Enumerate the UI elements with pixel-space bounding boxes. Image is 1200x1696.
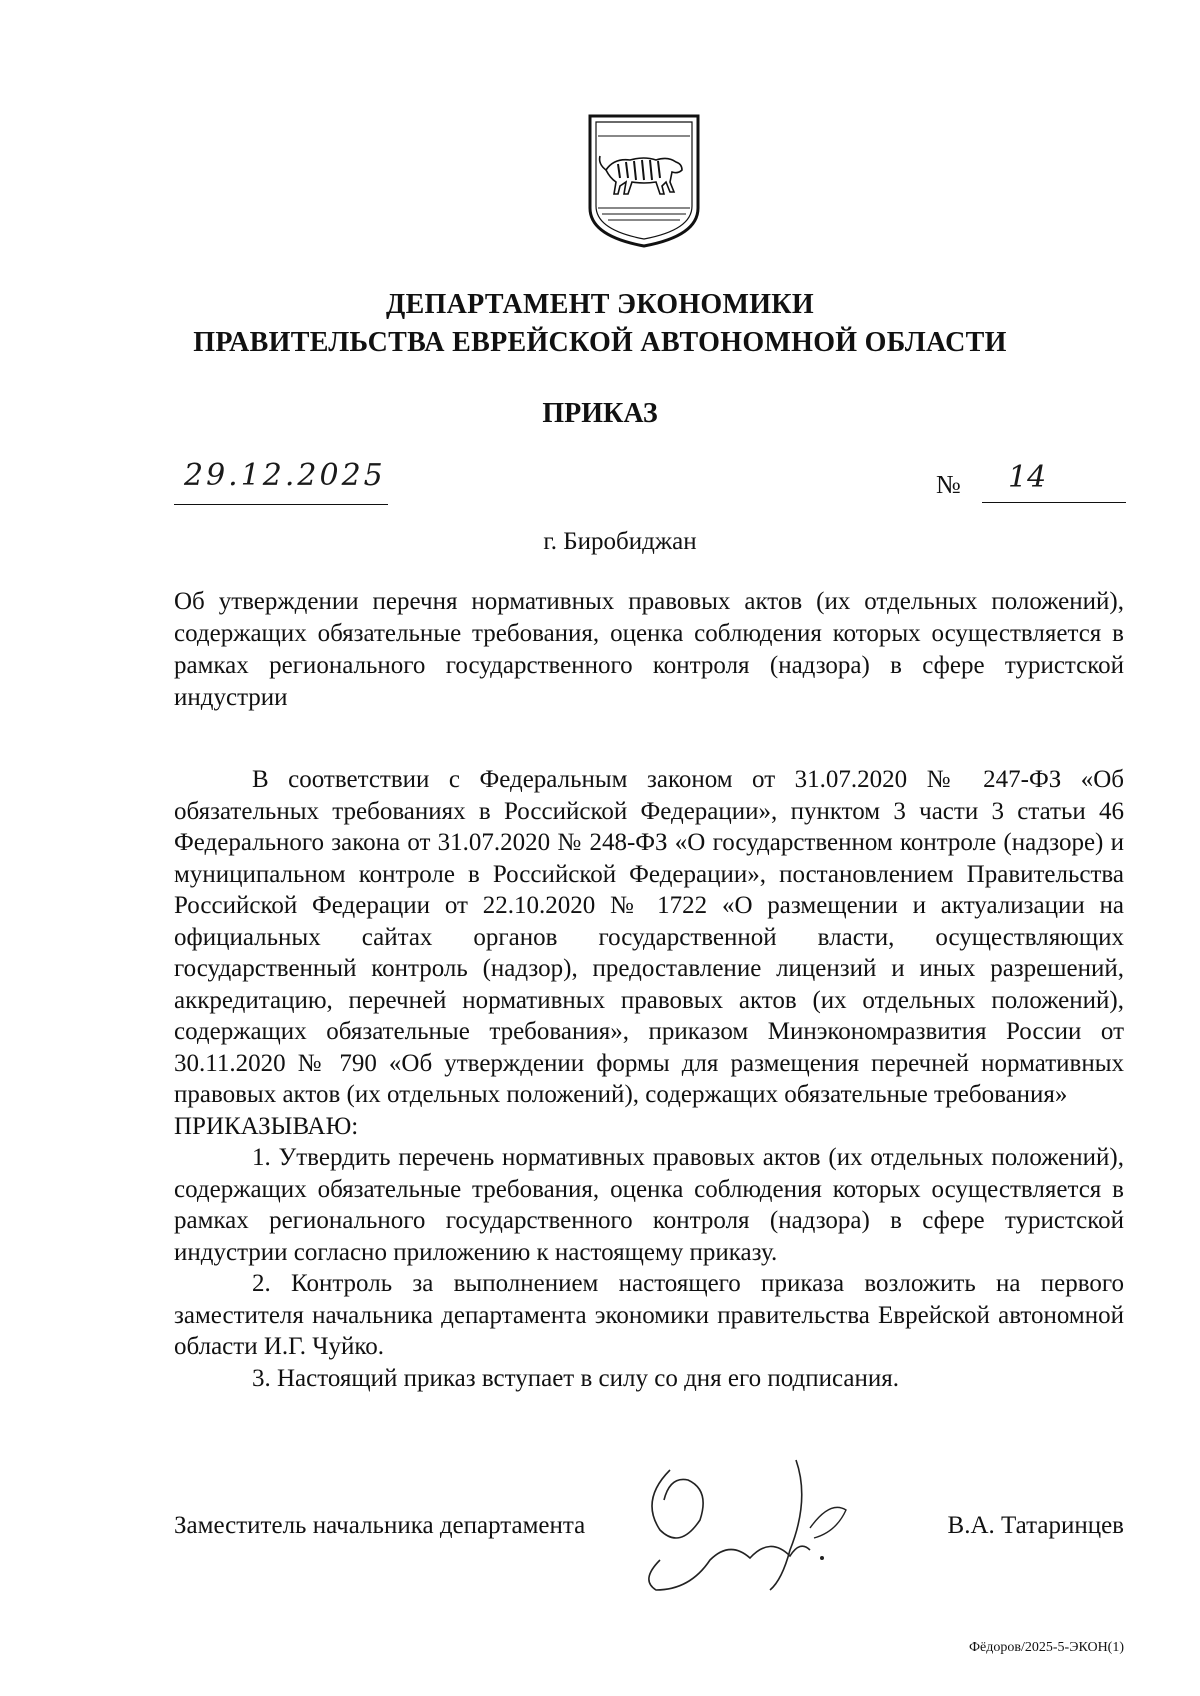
number-field	[936, 458, 1126, 504]
order-item-2: 2. Контроль за выполнением настоящего приказа возложить на первого заместителя начальника департамента экономики правительства Еврейской автономной области И.Г. Чуйко.	[174, 1270, 1124, 1360]
order-subject: Об утверждении перечня нормативных правовых актов (их отдельных положений), содержащих обязательные требования, оценка соблюдения которых осуществляется в рамках регионального государственного контроля (надзора) в сфере туристской индустрии	[174, 588, 1124, 711]
header-line-1: ДЕПАРТАМЕНТ ЭКОНОМИКИ	[386, 289, 814, 320]
order-directive: ПРИКАЗЫВАЮ:	[174, 1112, 359, 1140]
preamble-paragraph: В соответствии с Федеральным законом от 31.07.2020 № 247-ФЗ «Об обязательных требованиях в Российской Федерации», пунктом 3 части 3 статьи 46 Федерального закона от 31.07.2020 № 248-ФЗ «О государственном контроле (надзоре) и муниципальном контроле в Российской Федерации», постановлением Правительства Российской Федерации от 22.10.2020 № 1722 «О размещении и актуализации на официальных сайтах органов государственной власти, осуществляющих государственный контроль (надзор), предоставление лицензий и иных разрешений, аккредитацию, перечней нормативных правовых актов (их отдельных положений), содержащих обязательные требования», приказом Минэкономразвития России от 30.11.2020 № 790 «Об утверждении формы для размещения перечней нормативных правовых актов (их отдельных положений), содержащих обязательные требования»	[174, 766, 1124, 1108]
header-line-2: ПРАВИТЕЛЬСТВА ЕВРЕЙСКОЙ АВТОНОМНОЙ ОБЛАСТИ	[193, 327, 1007, 358]
signature-row	[174, 1512, 1124, 1552]
document-type-title: ПРИКАЗ	[542, 398, 658, 429]
handwritten-number: 14	[1008, 460, 1047, 495]
order-item-1: 1. Утвердить перечень нормативных правовых актов (их отдельных положений), содержащих обязательные требования, оценка соблюдения которых осуществляется в рамках регионального государственного контроля (надзора) в сфере туристской индустрии согласно приложению к настоящему приказу.	[174, 1144, 1124, 1266]
document-registration-code: Фёдоров/2025-5-ЭКОН(1)	[969, 1640, 1124, 1655]
date-field	[174, 458, 388, 505]
tiger-icon	[600, 156, 682, 194]
handwritten-date: 29.12.2025	[184, 458, 386, 493]
number-underline	[982, 502, 1126, 503]
coat-of-arms-emblem	[584, 112, 704, 250]
city-line: г. Биробиджан	[543, 528, 697, 555]
number-sign: №	[936, 470, 961, 499]
order-item-3: 3. Настоящий приказ вступает в силу со дня его подписания.	[252, 1364, 900, 1392]
signatory-position: Заместитель начальника департамента	[174, 1512, 586, 1539]
order-body	[174, 764, 1124, 1394]
signatory-name: В.А. Татаринцев	[947, 1512, 1124, 1539]
department-header	[0, 286, 1200, 362]
